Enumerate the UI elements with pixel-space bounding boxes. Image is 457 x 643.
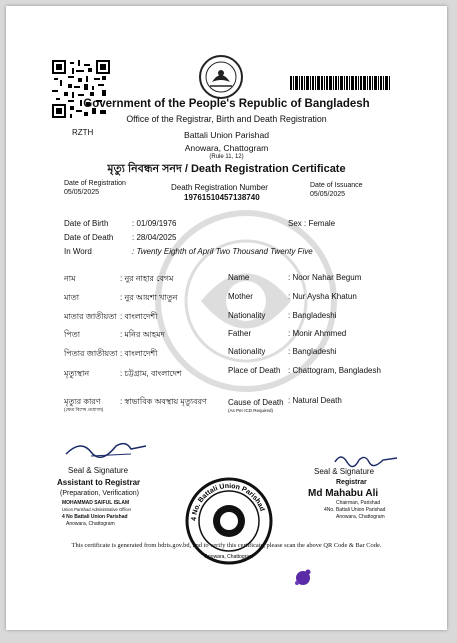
right-role: Registrar	[336, 479, 367, 486]
left-line-3: Anowara, Chattogram	[66, 521, 115, 527]
government-emblem-icon	[198, 54, 244, 100]
union-name: Battali Union Parishad	[183, 130, 270, 140]
father-nationality-value: : Bangladeshi	[288, 347, 337, 356]
right-line-2: 4No. Battali Union Parishad	[324, 507, 386, 513]
assistant-signature	[61, 434, 151, 464]
right-name: Md Mahabu Ali	[308, 488, 379, 499]
mother-value: : Nur Aysha Khatun	[288, 292, 357, 301]
in-word-label: In Word	[64, 247, 92, 256]
registration-date-label: Date of Registration	[64, 180, 126, 187]
qr-code-label: RZTH	[72, 128, 94, 137]
stamp-text: 4 No. Battali Union Parishad	[190, 482, 266, 522]
left-role-sub: (Preparation, Verification)	[60, 490, 139, 497]
registration-date: 05/05/2025	[64, 189, 100, 196]
area-name: Anowara, Chattogram	[184, 143, 269, 153]
bn-name-label: নাম	[64, 274, 76, 283]
government-title: Government of the People's Republic of Bangladesh	[83, 98, 370, 110]
place-of-death-label: Place of Death	[228, 366, 281, 375]
cause-of-death-value: : Natural Death	[288, 396, 342, 405]
bn-mother-label: মাতা	[64, 293, 80, 302]
left-line-1: Union Parishad Administrative Officer	[62, 507, 132, 512]
bn-cause-label: মৃত্যুর কারণ	[64, 397, 101, 406]
issuance-date: 05/05/2025	[310, 191, 346, 198]
bn-place-label: মৃত্যুস্থান	[64, 369, 90, 378]
right-seal-title: Seal & Signature	[314, 467, 375, 476]
bn-cause-value: : স্বাভাবিক অবস্থায় মৃত্যুবরণ	[120, 397, 207, 406]
footer-note: This certificate is generated from bdris.gov.bd, and to verify this certificate, please scan the above QR Code & Bar Code.	[71, 542, 382, 549]
certificate-page	[6, 6, 447, 630]
registration-number: 19761510457138740	[184, 193, 260, 202]
in-word-value: : Twenty Eighth of April Two Thousand Twenty Five	[132, 247, 313, 256]
bn-mother-nationality-label: মাতার জাতীয়তা	[64, 312, 117, 321]
mother-nationality-value: : Bangladeshi	[288, 311, 337, 320]
dob-label: Date of Birth	[64, 219, 109, 228]
bn-father-value: : মনির আহমদ	[120, 330, 165, 339]
left-line-2: 4 No Battali Union Parishad	[62, 514, 128, 520]
place-of-death-value: : Chattogram, Bangladesh	[288, 366, 381, 375]
registration-number-label: Death Registration Number	[171, 183, 268, 192]
office-title: Office of the Registrar, Birth and Death Registration	[126, 114, 327, 124]
bn-place-value: : চট্টগ্রাম, বাংলাদেশ	[120, 369, 182, 378]
father-nationality-label: Nationality	[228, 347, 266, 356]
bn-mother-nationality-value: : বাংলাদেশী	[120, 312, 158, 321]
bn-cause-sub: (ক্ষেত্র বিশেষ প্রযোজ্য)	[64, 407, 104, 412]
mother-label: Mother	[228, 292, 253, 301]
name-value: : Noor Nahar Begum	[288, 273, 362, 282]
bn-father-label: পিতা	[64, 330, 81, 339]
dob-value: : 01/09/1976	[132, 219, 177, 228]
bn-father-nationality-label: পিতার জাতীয়তা	[64, 349, 118, 358]
bn-father-nationality-value: : বাংলাদেশী	[120, 349, 158, 358]
cause-of-death-sub: (As Per ICD Required)	[228, 408, 274, 413]
cause-of-death-label: Cause of Death	[228, 398, 284, 407]
right-line-3: Anowara, Chattogram	[336, 514, 385, 520]
name-label: Name	[228, 273, 250, 282]
issuance-date-label: Date of Issuance	[310, 182, 363, 189]
rule-reference: (Rule 11, 12)	[209, 154, 244, 160]
left-seal-title: Seal & Signature	[68, 466, 129, 475]
bn-mother-value: : নুর আয়শা খাতুন	[120, 293, 178, 302]
ink-stain	[292, 566, 314, 588]
mother-nationality-label: Nationality	[228, 311, 266, 320]
certificate-title: মৃত্যু নিবন্ধন সনদ / Death Registration Certificate	[107, 163, 346, 175]
left-name: MOHAMMAD SAIFUL ISLAM	[62, 500, 130, 506]
dod-value: : 28/04/2025	[132, 233, 177, 242]
stamp-subtext: Anowara, Chattogram	[204, 554, 254, 560]
barcode	[290, 76, 390, 90]
sex-value: Sex : Female	[288, 219, 336, 228]
father-label: Father	[228, 329, 252, 338]
father-value: : Monir Ahmmed	[288, 329, 347, 338]
dod-label: Date of Death	[64, 233, 114, 242]
left-role: Assistant to Registrar	[57, 478, 141, 487]
bn-name-value: : নুর নাহার বেগম	[120, 274, 174, 283]
union-parishad-seal	[184, 476, 274, 566]
right-line-1: Chairman, Parishad	[336, 500, 381, 506]
